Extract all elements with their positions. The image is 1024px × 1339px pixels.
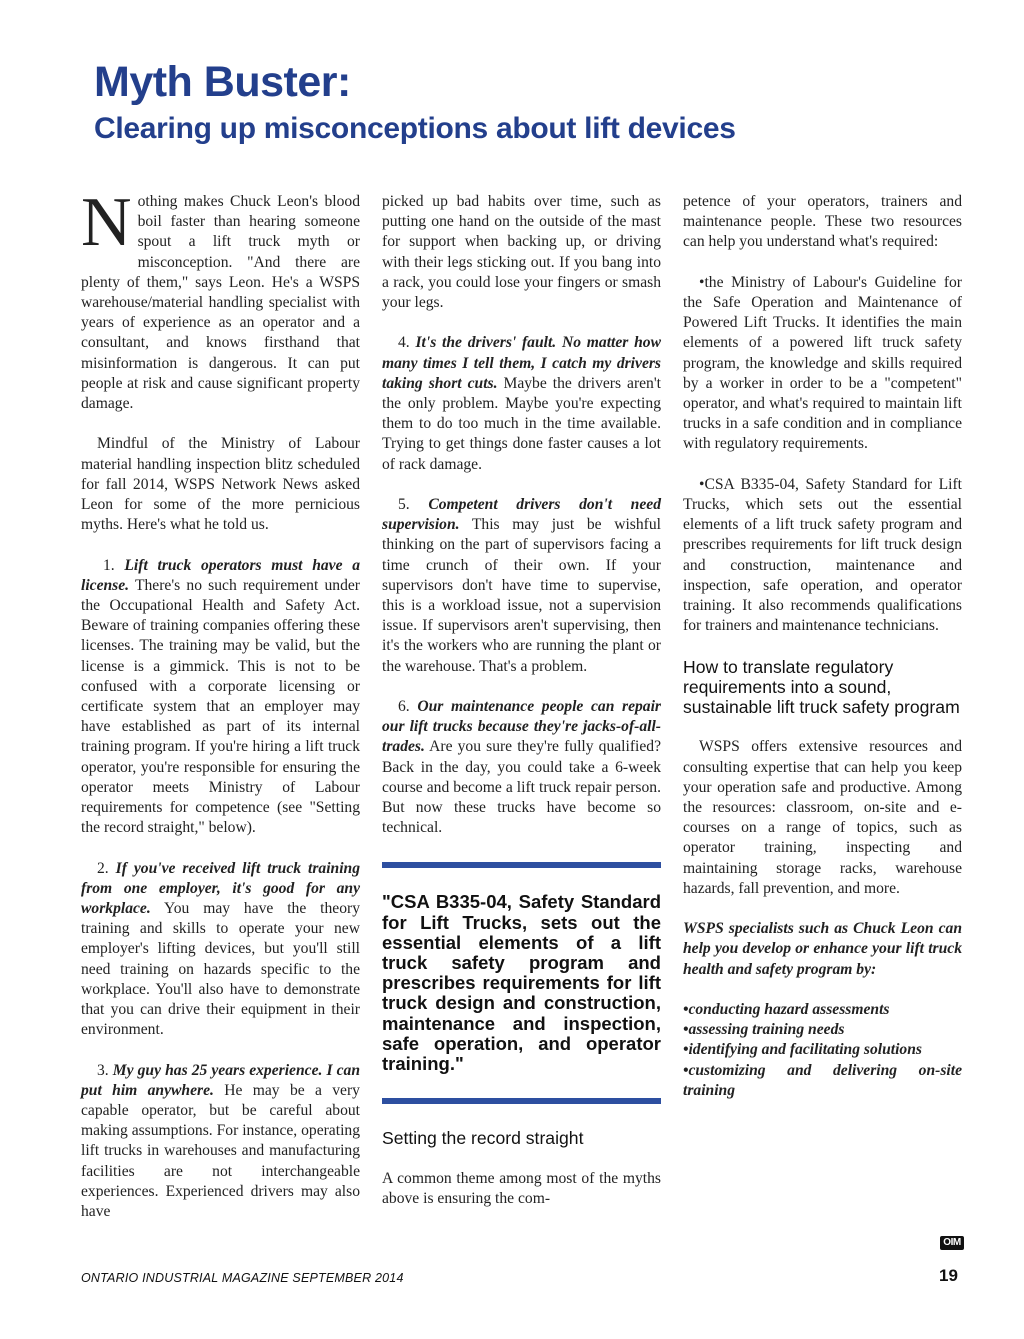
myth-5-title: Competent drivers don't need supervision. — [382, 496, 661, 534]
page-number: 19 — [939, 1266, 958, 1285]
column-1 — [81, 184, 361, 1222]
service-item: •assessing training needs — [683, 1021, 845, 1039]
pullquote-bottom-rule — [382, 1098, 661, 1104]
myth-6-title: Our maintenance people can repair our lift trucks because they're jacks-of-all-trades. — [382, 698, 661, 756]
drop-cap: N — [81, 184, 132, 261]
myth-3: 3. My guy has 25 years experience. I can put him anywhere. He may be a very capable operator, but be careful about making assumptions. For instance, operating lift trucks in warehouses and manufacturing facilities are not interchangeable experiences. Experienced drivers may also have — [81, 1061, 360, 1221]
intro-paragraph: Nothing makes Chuck Leon's blood boil faster than hearing someone spout a lift truck myth or misconception. "And there are plenty of them," says Leon. He's a WSPS warehouse/material handling specialist with years of experience as an operator and a consultant, and knows firsthand that misinformation is dangerous. It can put people at risk and cause significant property damage. — [81, 184, 360, 413]
bullet-ministry-guideline: •the Ministry of Labour's Guideline for the Safe Operation and Maintenance of Powered Lift Trucks. It identifies the main elements of a powered lift truck safety program, the knowledge and skills required by a worker in order to be a "competent" operator, and what's required to maintain lift trucks in a safe condition and in compliance with regulatory requirements. — [683, 273, 962, 453]
myth-6: 6. Our maintenance people can repair our lift trucks because they're jacks-of-all-trades. Are you sure they're fully qualified? Back in the day, you could take a 6-week course and become a lift truck repair person. But now these trucks have become so technical. — [382, 698, 661, 837]
myth-3-title: My guy has 25 years experience. I can put him anywhere. — [81, 1061, 360, 1099]
article-subtitle: Clearing up misconceptions about lift devices — [94, 112, 736, 145]
bullet-csa-standard: •CSA B335-04, Safety Standard for Lift Trucks, which sets out the essential elements of a lift truck safety program and prescribes requirements for lift truck design and construction, maintenance and inspection, safe operation, and operator training. It also recommends qualifications for trainers and maintenance technicians. — [683, 475, 962, 635]
article-title: Myth Buster: — [94, 58, 351, 106]
context-paragraph: Mindful of the Ministry of Labour material handling inspection blitz scheduled for fall 2014, WSPS Network News asked Leon for some of the more pernicious myths. Here's what he told us. — [81, 435, 360, 534]
sidebar-paragraph-continued: petence of your operators, trainers and maintenance people. These two resources can help you understand what's required: — [683, 193, 962, 251]
service-item: •conducting hazard assessments — [683, 1001, 890, 1019]
oim-logo: OIM — [940, 1236, 964, 1250]
column-3 — [683, 192, 962, 1101]
myth-5: 5. Competent drivers don't need supervision. This may just be wishful thinking on the part of supervisors facing a time crunch of their own. If your supervisors don't have time to supervise, this is a workload issue, not a supervision issue. If supervisors aren't supervising, then it's the workers who are running the plant or the warehouse. That's a problem. — [382, 496, 661, 675]
service-item: •identifying and facilitating solutions — [683, 1041, 922, 1059]
myth-4: 4. It's the drivers' fault. No matter how many times I tell them, I catch my drivers taking short cuts. Maybe the drivers aren't the only problem. Maybe you're expecting them to do too much in the time available. Trying to get things done faster causes a lot of rack damage. — [382, 334, 661, 473]
pullquote-top-rule — [382, 862, 661, 868]
service-item: •customizing and delivering on-site training — [683, 1061, 962, 1099]
myth-1-title: Lift truck operators must have a license. — [81, 556, 361, 594]
pull-quote: "CSA B335-04, Safety Standard for Lift Trucks, sets out the essential elements of a lift truck safety program and prescribes requirements for lift truck design and construction, maintenance and inspection, safe operation, and operator training." — [382, 891, 661, 1075]
myth-3-continued: picked up bad habits over time, such as putting one hand on the outside of the mast for support when backing up, or driving with their legs sticking out. If you bang into a rack, you could lose your fingers or smash your legs. — [382, 193, 661, 312]
sidebar-paragraph: A common theme among most of the myths above is ensuring the com- — [382, 1169, 661, 1207]
column-2 — [382, 192, 661, 1209]
myth-1: 1. Lift truck operators must have a license. There's no such requirement under the Occupational Health and Safety Act. Beware of training companies offering these licenses. The training may be valid, but the license is a gimmick. This is not to be confused with a corporate licensing or certificate system that an employer may have established as part of its internal training program. If you're hiring a lift truck operator, you're responsible for ensuring the operator meets Ministry of Labour requirements for competence (see "Setting the record straight," below). — [81, 556, 361, 837]
myth-2: 2. If you've received lift truck training from one employer, it's good for any workplace. You may have the theory training and skills to operate your new employer's lifting devices, but you'll still need training on hazards specific to the workplace. You'll also have to demonstrate that you can drive their equipment in their environment. — [81, 859, 360, 1039]
specialists-paragraph: WSPS specialists such as Chuck Leon can help you develop or enhance your lift truck health and safety program by: — [683, 920, 962, 978]
program-heading: How to translate regulatory requirements into a sound, sustainable lift truck safety program — [683, 656, 960, 718]
services-list — [683, 1000, 962, 1101]
myth-4-title: It's the drivers' fault. No matter how many times I tell them, I catch my drivers taking short cuts. — [382, 334, 661, 392]
myth-2-title: If you've received lift truck training from one employer, it's good for any workplace. — [81, 859, 360, 918]
footer-publication: ONTARIO INDUSTRIAL MAGAZINE SEPTEMBER 2014 — [81, 1271, 404, 1285]
resources-paragraph: WSPS offers extensive resources and consulting expertise that can help you keep your operation safe and productive. Among the resources: classroom, on-site and e-courses on a range of topics, such as operator training, inspecting and maintaining storage racks, warehouse hazards, fall prevention, and more. — [683, 738, 962, 897]
sidebar-heading: Setting the record straight — [382, 1128, 584, 1149]
